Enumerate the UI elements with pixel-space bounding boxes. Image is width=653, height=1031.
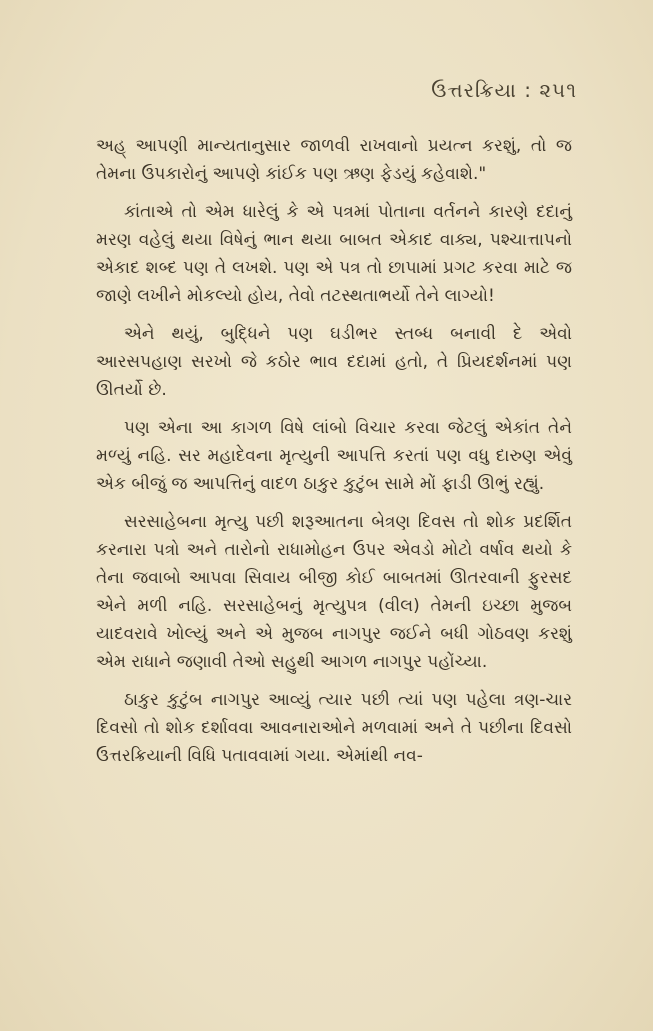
running-head: ઉત્તરક્રિયા : ૨૫૧ [431,78,577,102]
paragraph-5: સરસાહેબના મૃત્યુ પછી શરૂઆતના બેત્રણ દિવસ તો શોક પ્રદર્શિત કરનારા પત્રો અને તારોનો રાધામોહન ઉપર એવડો મોટો વર્ષાવ થયો કે તેના જવાબો આપવા સિવાય બીજી કોઈ બાબતમાં ઊતરવાની ફુરસદ એને મળી નહિ. સરસાહેબનું મૃત્યુપત્ર (વીલ) તેમની ઇચ્છા મુજબ યાદવરાવે ખોલ્યું અને એ મુજબ નાગપુર જઈને બધી ગોઠવણ કરશું એમ રાધાને જણાવી તેઓ સહુથી આગળ નાગપુર પહોંચ્યા. [96,512,572,672]
paragraph-6: ઠાકુર કુટુંબ નાગપુર આવ્યું ત્યાર પછી ત્યાં પણ પહેલા ત્રણ-ચાર દિવસો તો શોક દર્શાવવા આવનારાઓને મળવામાં અને તે પછીના દિવસો ઉત્તરક્રિયાની વિધિ પતાવવામાં ગયા. એમાંથી નવ- [96,690,572,766]
paragraph-3: એને થયું, બુદ્ધિને પણ ઘડીભર સ્તબ્ધ બનાવી દે એવો આરસપહાણ સરખો જે કઠોર ભાવ દદામાં હતો, તે પ્રિયદર્શનમાં પણ ઊતર્યો છે. [96,324,572,400]
paragraph-2: કાંતાએ તો એમ ધારેલું કે એ પત્રમાં પોતાના વર્તનને કારણે દદાનું મરણ વહેલું થયા વિષેનું ભાન થયા બાબત એકાદ વાક્ય, પશ્ચાત્તાપનો એકાદ શબ્દ પણ તે લખશે. પણ એ પત્ર તો છાપામાં પ્રગટ કરવા માટે જ જાણે લખીને મોકલ્યો હોય, તેવો તટસ્થતાભર્યો તેને લાગ્યો! [96,202,572,306]
paragraph-1: અહ્ આપણી માન્યતાનુસાર જાળવી રાખવાનો પ્રયત્ન કરશું, તો જ તેમના ઉપકારોનું આપણે કાંઈક પણ ઋણ ફેડયું કહેવાશે." [96,136,572,184]
body-text [96,132,572,770]
paragraph-4: પણ એના આ કાગળ વિષે લાંબો વિચાર કરવા જેટલું એકાંત તેને મળ્યું નહિ. સર મહાદેવના મૃત્યુની આપત્તિ કરતાં પણ વધુ દારુણ એવું એક બીજું જ આપત્તિનું વાદળ ઠાકુર કુટુંબ સામે મોં ફાડી ઊભું રહ્યું. [96,418,572,494]
